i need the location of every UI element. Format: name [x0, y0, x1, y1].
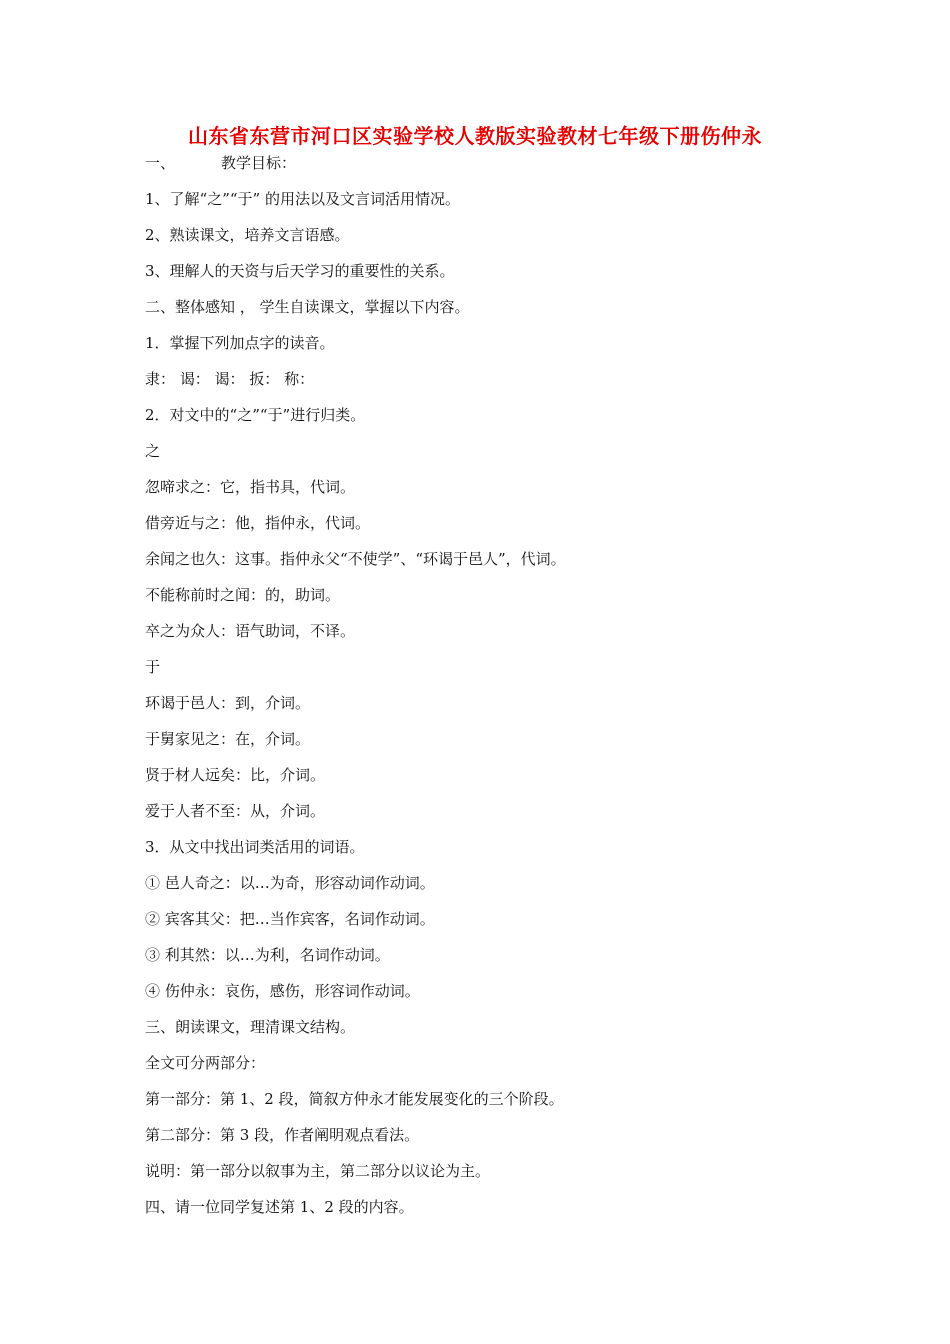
text-line: 隶： 谒： 谒： 扳： 称： [145, 370, 315, 388]
section-number: 一、 [145, 154, 176, 172]
section-label: 教学目标： [221, 154, 297, 172]
text-line: 之 [145, 442, 161, 460]
text-line: 三、朗读课文，理清课文结构。 [145, 1018, 356, 1036]
text-line: 卒之为众人：语气助词，不译。 [145, 622, 356, 640]
text-line: 2、熟读课文，培养文言语感。 [145, 226, 350, 244]
text-line: 不能称前时之闻：的，助词。 [145, 586, 341, 604]
text-line: 余闻之也久：这事。指仲永父“不使学”、“环谒于邑人”，代词。 [145, 550, 566, 568]
text-line: 忽啼求之：它，指书具，代词。 [145, 478, 356, 496]
text-line: 于舅家见之：在，介词。 [145, 730, 311, 748]
text-line: 说明：第一部分以叙事为主，第二部分以议论为主。 [145, 1162, 491, 1180]
section-heading-objectives [145, 153, 296, 173]
text-line: 二、整体感知 ， 学生自读课文，掌握以下内容。 [145, 298, 470, 316]
text-line: 全文可分两部分： [145, 1054, 266, 1072]
text-line: ④ 伤仲永：哀伤，感伤，形容词作动词。 [145, 982, 420, 1000]
text-line: 第一部分：第 1、2 段，简叙方仲永才能发展变化的三个阶段。 [145, 1090, 564, 1108]
text-line: 3．从文中找出词类活用的词语。 [145, 838, 365, 856]
text-line: 1、了解“之”“于” 的用法以及文言词活用情况。 [145, 190, 460, 208]
text-line: 2．对文中的“之”“于”进行归类。 [145, 406, 366, 424]
text-line: 3、理解人的天资与后天学习的重要性的关系。 [145, 262, 455, 280]
text-line: 爱于人者不至：从，介词。 [145, 802, 326, 820]
text-line: 四、请一位同学复述第 1、2 段的内容。 [145, 1198, 414, 1216]
text-line: 于 [145, 658, 161, 676]
text-line: 贤于材人远矣：比，介词。 [145, 766, 326, 784]
text-line: ③ 利其然：以…为利，名词作动词。 [145, 946, 390, 964]
text-line: ② 宾客其父：把…当作宾客，名词作动词。 [145, 910, 435, 928]
text-line: 1．掌握下列加点字的读音。 [145, 334, 335, 352]
document-title: 山东省东营市河口区实验学校人教版实验教材七年级下册伤仲永 [188, 124, 762, 148]
text-line: ① 邑人奇之：以…为奇，形容动词作动词。 [145, 874, 435, 892]
text-line: 借旁近与之：他，指仲永，代词。 [145, 514, 371, 532]
text-line: 环谒于邑人：到，介词。 [145, 694, 311, 712]
text-line: 第二部分：第 3 段，作者阐明观点看法。 [145, 1126, 420, 1144]
